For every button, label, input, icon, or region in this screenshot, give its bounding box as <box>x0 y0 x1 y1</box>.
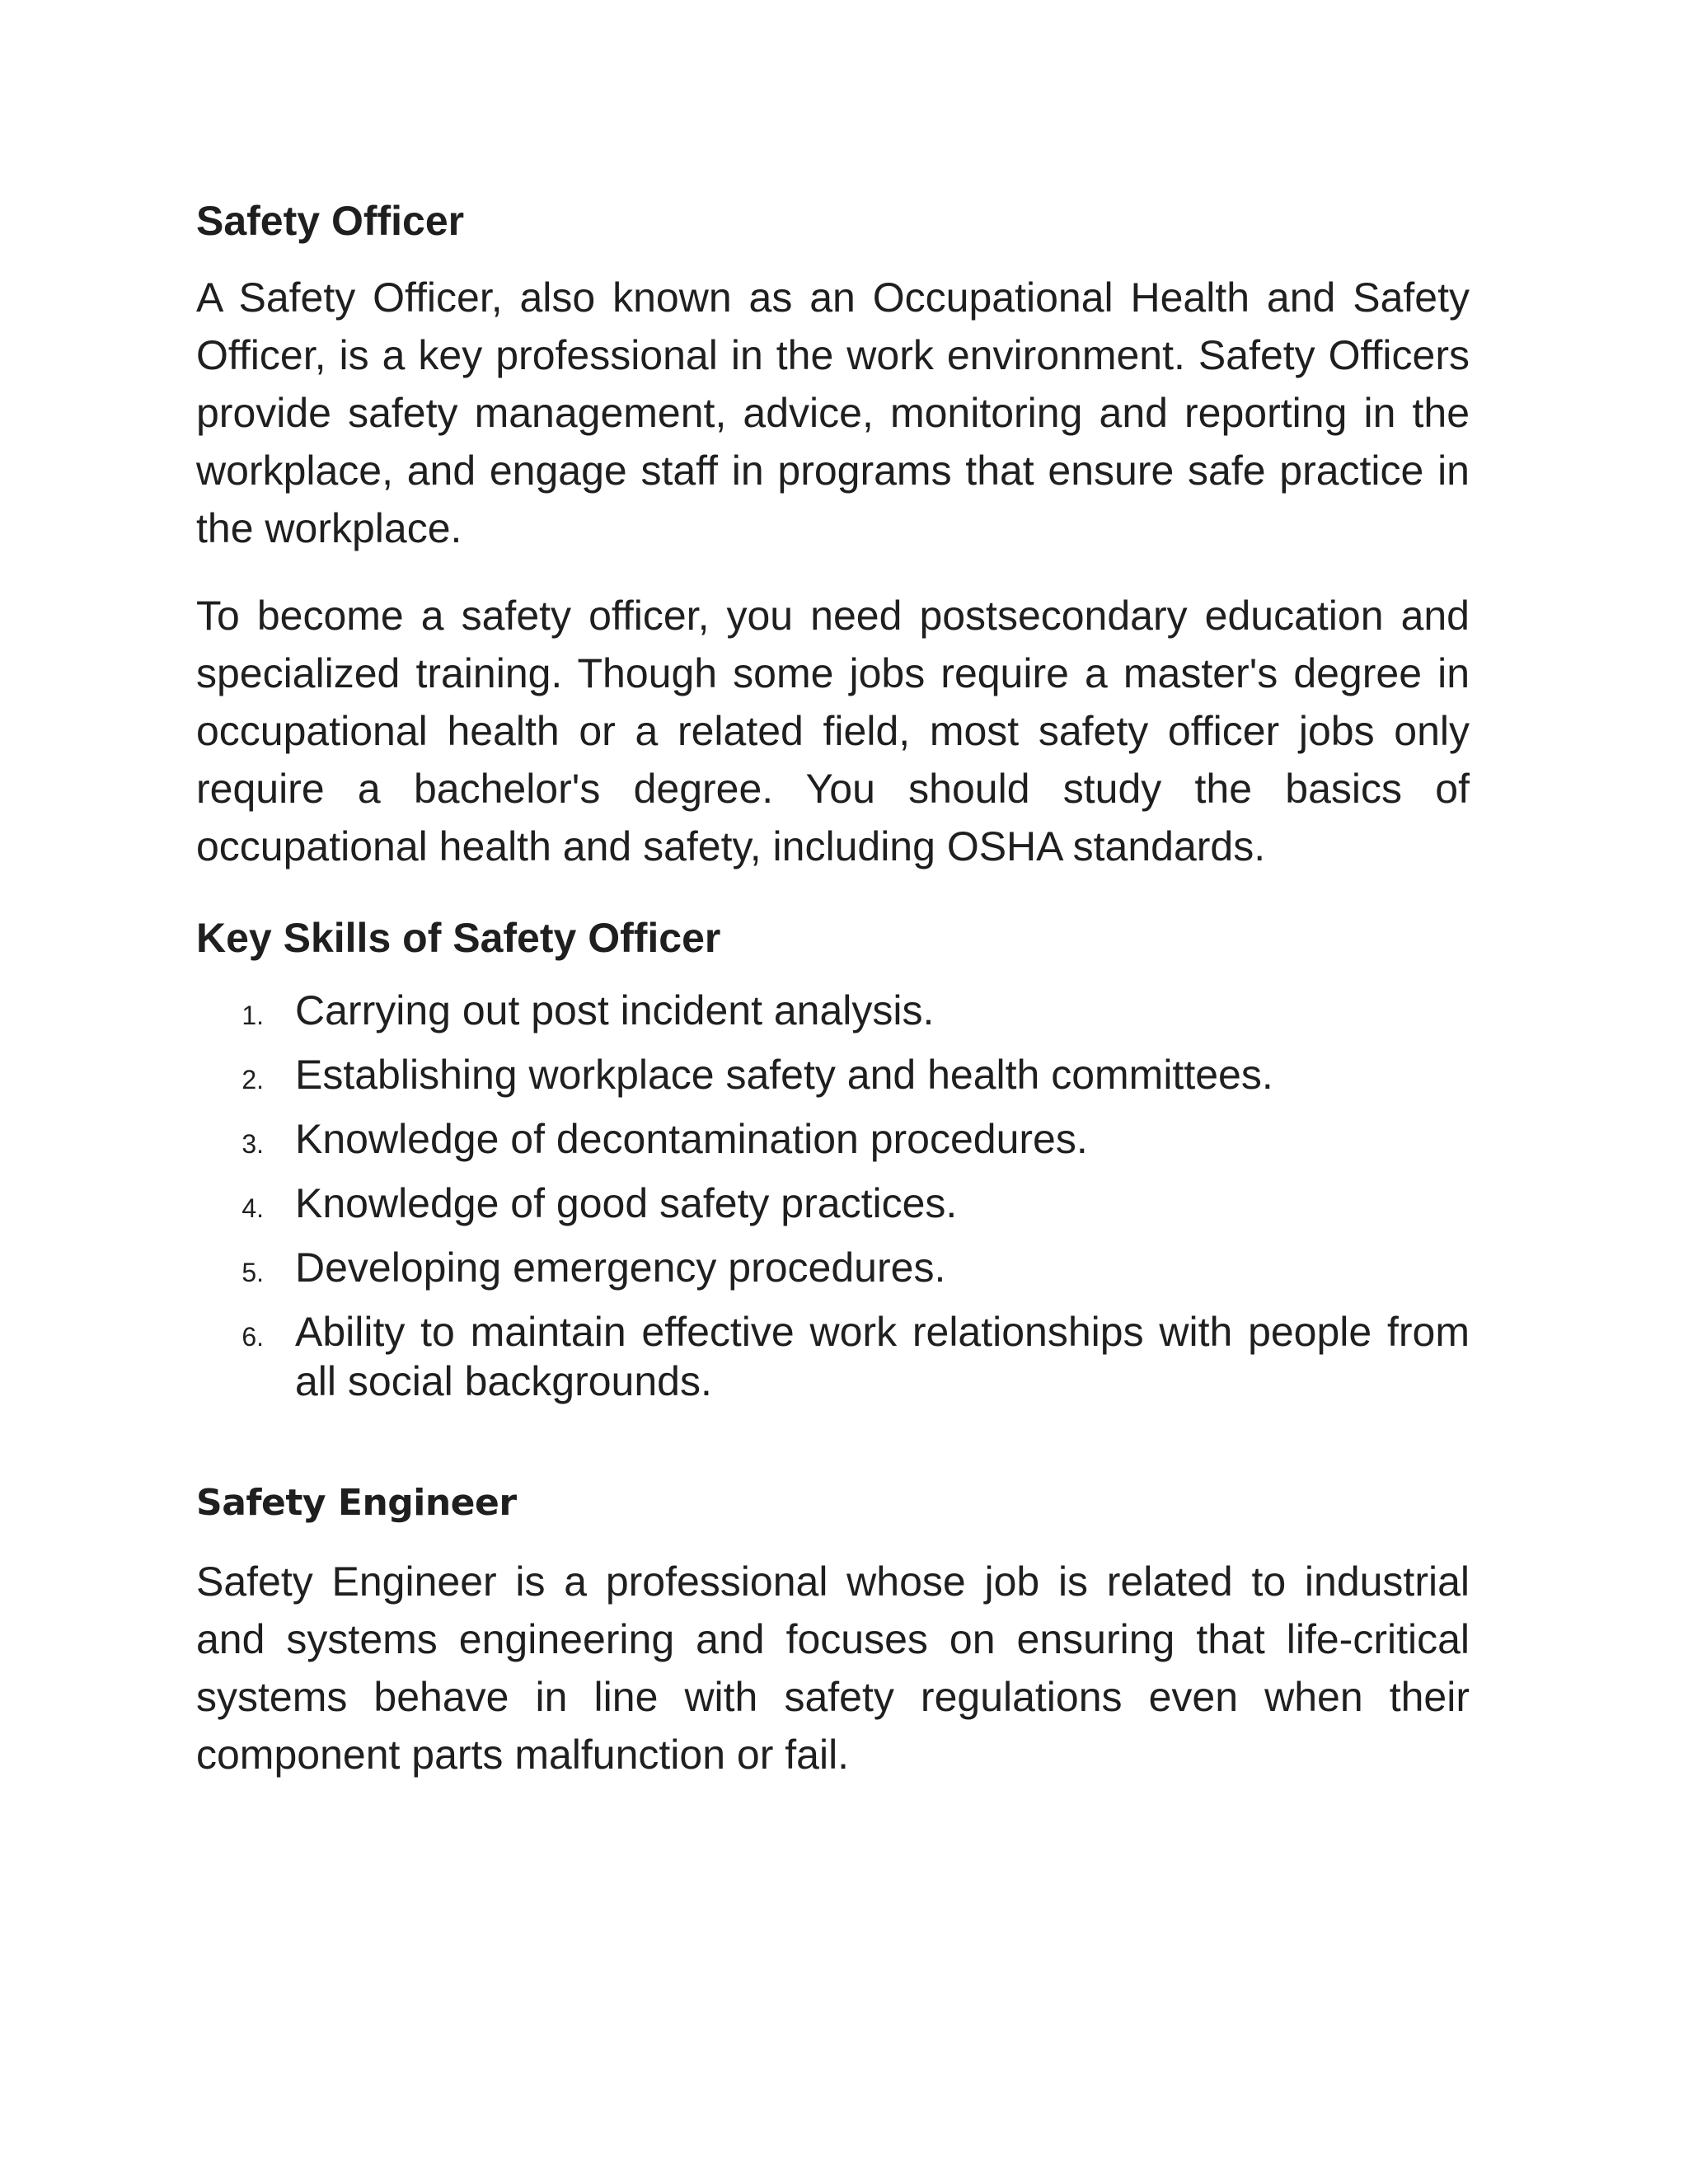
key-skills-list <box>196 986 1470 1406</box>
list-item-number: 1. <box>241 1001 264 1030</box>
list-item-text: Knowledge of decontamination procedures. <box>295 1116 1088 1162</box>
paragraph-engineer-definition: Safety Engineer is a professional whose job is related to industrial and systems engineering and focuses on ensuring that life-critical systems behave in line with safety regulations even when their component parts malfunction or fail. <box>196 1558 1470 1778</box>
list-item <box>196 1050 1470 1104</box>
section-title-safety-engineer: Safety Engineer <box>196 1482 517 1524</box>
list-item <box>196 1179 1470 1233</box>
paragraph-officer-education: To become a safety officer, you need postsecondary education and specialized training. Though some jobs require a master's degree in occupational health or a related field, most safety officer jobs only require a bachelor's degree. You should study the basics of occupational health and safety, including OSHA standards. <box>196 593 1470 869</box>
list-item-text: Establishing workplace safety and health committees. <box>295 1052 1273 1098</box>
list-item-text: Knowledge of good safety practices. <box>295 1180 958 1226</box>
list-item-number: 2. <box>241 1065 264 1094</box>
list-item-text: Carrying out post incident analysis. <box>295 987 935 1033</box>
list-item <box>196 1114 1470 1169</box>
list-item <box>196 986 1470 1040</box>
list-item-text: Ability to maintain effective work relationships with people from all social backgrounds. <box>295 1309 1470 1404</box>
list-item <box>196 1307 1470 1406</box>
document-page <box>196 188 1470 1813</box>
list-item-number: 4. <box>241 1193 264 1223</box>
list-item-number: 3. <box>241 1129 264 1159</box>
section-title-safety-officer: Safety Officer <box>196 198 465 244</box>
list-item-text: Developing emergency procedures. <box>295 1244 946 1291</box>
section-title-key-skills: Key Skills of Safety Officer <box>196 915 721 961</box>
list-item <box>196 1243 1470 1297</box>
list-item-number: 6. <box>241 1322 264 1352</box>
list-item-number: 5. <box>241 1258 264 1287</box>
paragraph-officer-definition: A Safety Officer, also known as an Occupational Health and Safety Officer, is a key professional in the work environment. Safety Officers provide safety management, advice, monitoring and reporting in the workplace, and engage staff in programs that ensure safe practice in the workplace. <box>196 274 1470 551</box>
